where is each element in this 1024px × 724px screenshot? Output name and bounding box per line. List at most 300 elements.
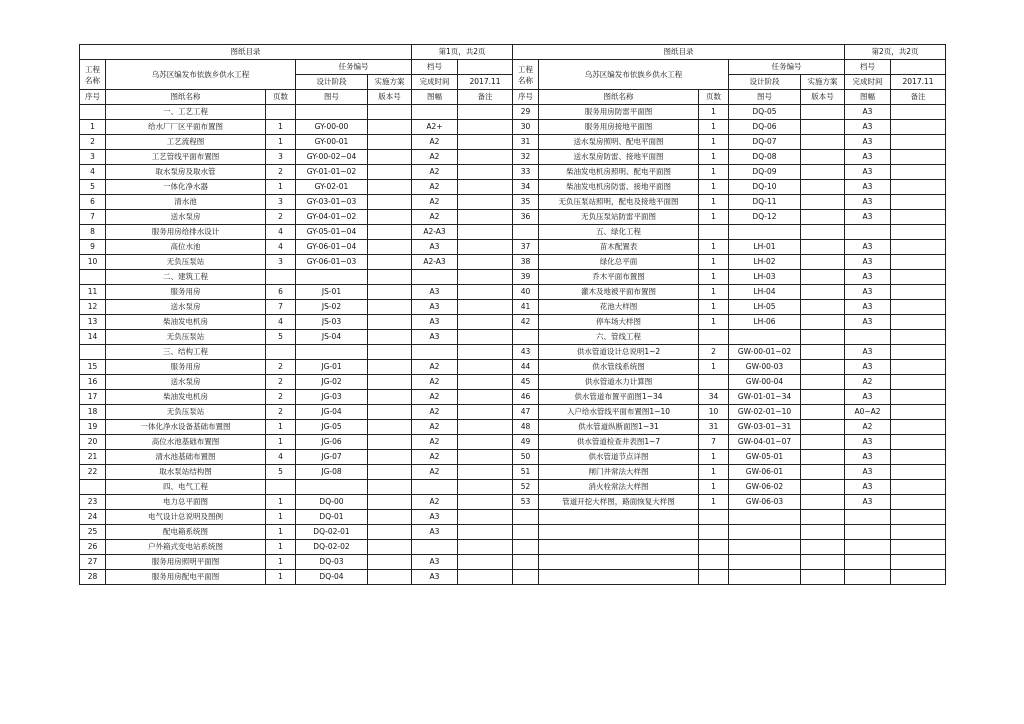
table-row xyxy=(513,285,946,300)
page-count: 2 xyxy=(266,405,296,420)
version xyxy=(801,165,845,180)
sheet-size: A0~A2 xyxy=(845,405,891,420)
remark xyxy=(891,360,946,375)
drawing-code: GY-00-01 xyxy=(296,135,368,150)
table-row xyxy=(513,495,946,510)
row-number: 52 xyxy=(513,480,539,495)
remark xyxy=(458,450,513,465)
page-count xyxy=(699,540,729,555)
drawing-name: 服务用房 xyxy=(106,360,266,375)
drawing-name: 工艺流程图 xyxy=(106,135,266,150)
row-number xyxy=(513,525,539,540)
drawing-name: 服务用房配电平面图 xyxy=(106,570,266,585)
version xyxy=(801,465,845,480)
page-count: 7 xyxy=(266,300,296,315)
drawing-name: 停车场大样图 xyxy=(539,315,699,330)
page-count: 1 xyxy=(266,135,296,150)
drawing-code xyxy=(729,225,801,240)
row-number xyxy=(513,570,539,585)
drawing-name: 无负压泵站防雷平面图 xyxy=(539,210,699,225)
remark xyxy=(458,465,513,480)
page-count: 1 xyxy=(699,495,729,510)
drawing-name: 清水池基础布置图 xyxy=(106,450,266,465)
remark xyxy=(458,240,513,255)
sheet-size: A3 xyxy=(845,300,891,315)
page-count: 1 xyxy=(699,465,729,480)
version xyxy=(801,120,845,135)
drawing-code: GW-06-01 xyxy=(729,465,801,480)
table-row xyxy=(80,510,513,525)
drawing-code: DQ-06 xyxy=(729,120,801,135)
row-number: 23 xyxy=(80,495,106,510)
col-remark: 备注 xyxy=(891,90,946,105)
remark xyxy=(891,405,946,420)
remark xyxy=(891,270,946,285)
version xyxy=(368,195,412,210)
table-row xyxy=(80,345,513,360)
table-row xyxy=(80,195,513,210)
project-name: 乌苏区编发布依族乡供水工程 xyxy=(106,60,296,90)
catalog-table xyxy=(79,44,513,585)
drawing-name: 苗木配置表 xyxy=(539,240,699,255)
remark xyxy=(891,525,946,540)
drawing-name: 送水泵房 xyxy=(106,375,266,390)
table-row xyxy=(513,345,946,360)
row-number xyxy=(80,345,106,360)
row-number: 48 xyxy=(513,420,539,435)
table-row xyxy=(513,465,946,480)
sheet-size xyxy=(412,105,458,120)
archive-value xyxy=(458,60,513,75)
row-number: 40 xyxy=(513,285,539,300)
remark xyxy=(458,195,513,210)
drawing-name: 四、电气工程 xyxy=(106,480,266,495)
table-row xyxy=(513,210,946,225)
row-number: 35 xyxy=(513,195,539,210)
row-number: 38 xyxy=(513,255,539,270)
remark xyxy=(458,360,513,375)
remark xyxy=(891,435,946,450)
sheet-size: A2 xyxy=(412,420,458,435)
page-count: 2 xyxy=(699,345,729,360)
drawing-code: GW-00-01~02 xyxy=(729,345,801,360)
version xyxy=(801,480,845,495)
drawing-name: 一体化净水设备基础布置图 xyxy=(106,420,266,435)
remark xyxy=(458,405,513,420)
drawing-code: LH-05 xyxy=(729,300,801,315)
version xyxy=(368,315,412,330)
sheet-size: A3 xyxy=(845,105,891,120)
version xyxy=(368,420,412,435)
remark xyxy=(458,285,513,300)
table-row xyxy=(80,480,513,495)
sheet-size: A2+ xyxy=(412,120,458,135)
version xyxy=(368,495,412,510)
design-stage-label: 设计阶段 xyxy=(296,75,368,90)
table-row xyxy=(80,405,513,420)
table-row xyxy=(80,135,513,150)
remark xyxy=(891,465,946,480)
page-count xyxy=(699,225,729,240)
version xyxy=(368,450,412,465)
remark xyxy=(891,255,946,270)
sheet-size: A3 xyxy=(412,240,458,255)
table-row xyxy=(80,570,513,585)
table-row xyxy=(513,195,946,210)
column-header-row xyxy=(513,90,946,105)
completion-date-label: 完成时间 xyxy=(412,75,458,90)
sheet-size: A3 xyxy=(845,465,891,480)
drawing-code: GY-06-01~04 xyxy=(296,240,368,255)
drawing-name: 二、建筑工程 xyxy=(106,270,266,285)
table-row xyxy=(513,330,946,345)
remark xyxy=(891,495,946,510)
version xyxy=(801,225,845,240)
page-count: 1 xyxy=(699,150,729,165)
catalog-page-2 xyxy=(512,44,945,586)
table-row xyxy=(80,180,513,195)
version xyxy=(801,435,845,450)
row-number: 32 xyxy=(513,150,539,165)
table-row xyxy=(513,450,946,465)
drawing-name: 一体化净水器 xyxy=(106,180,266,195)
drawing-name: 给水厂厂区平面布置图 xyxy=(106,120,266,135)
drawing-code: DQ-12 xyxy=(729,210,801,225)
page-count: 1 xyxy=(266,525,296,540)
task-number-label: 任务编号 xyxy=(296,60,412,75)
col-number: 序号 xyxy=(80,90,106,105)
version xyxy=(368,105,412,120)
sheet-size: A2 xyxy=(412,375,458,390)
drawing-code xyxy=(729,570,801,585)
row-number: 1 xyxy=(80,120,106,135)
completion-date-label: 完成时间 xyxy=(845,75,891,90)
drawing-code xyxy=(296,270,368,285)
row-number xyxy=(80,105,106,120)
version xyxy=(368,540,412,555)
row-number: 6 xyxy=(80,195,106,210)
drawing-code xyxy=(296,345,368,360)
drawing-name: 供水管道设计总说明1~2 xyxy=(539,345,699,360)
drawing-code: DQ-02-01 xyxy=(296,525,368,540)
drawing-name: 电气设计总说明及图例 xyxy=(106,510,266,525)
sheet-size: A3 xyxy=(845,180,891,195)
col-version: 版本号 xyxy=(368,90,412,105)
drawing-code: GW-03-01~31 xyxy=(729,420,801,435)
version xyxy=(368,405,412,420)
sheet-size xyxy=(412,480,458,495)
version xyxy=(801,255,845,270)
drawing-name: 服务用房照明平面图 xyxy=(106,555,266,570)
drawing-code xyxy=(729,525,801,540)
table-row xyxy=(513,420,946,435)
project-name: 乌苏区编发布依族乡供水工程 xyxy=(539,60,729,90)
remark xyxy=(458,105,513,120)
remark xyxy=(458,135,513,150)
drawing-name: 供水管道纵断面图1~31 xyxy=(539,420,699,435)
row-number: 13 xyxy=(80,315,106,330)
drawing-code: JG-02 xyxy=(296,375,368,390)
table-row xyxy=(513,270,946,285)
version xyxy=(368,150,412,165)
remark xyxy=(891,300,946,315)
remark xyxy=(458,225,513,240)
version xyxy=(801,570,845,585)
table-row xyxy=(80,540,513,555)
remark xyxy=(891,195,946,210)
sheet-size: A2 xyxy=(412,165,458,180)
table-row xyxy=(80,330,513,345)
sheet-size: A3 xyxy=(412,300,458,315)
page-count xyxy=(699,525,729,540)
row-number xyxy=(80,480,106,495)
drawing-code: DQ-04 xyxy=(296,570,368,585)
sheet-size xyxy=(845,555,891,570)
page-count: 1 xyxy=(266,570,296,585)
row-number xyxy=(513,510,539,525)
row-number: 30 xyxy=(513,120,539,135)
drawing-code: DQ-01 xyxy=(296,510,368,525)
remark xyxy=(458,210,513,225)
version xyxy=(801,180,845,195)
drawing-name: 电力总平面图 xyxy=(106,495,266,510)
page-count xyxy=(699,330,729,345)
drawing-code: GW-00-03 xyxy=(729,360,801,375)
drawing-code: JS-01 xyxy=(296,285,368,300)
table-row xyxy=(80,165,513,180)
row-number xyxy=(513,555,539,570)
sheet-size: A2 xyxy=(845,420,891,435)
version xyxy=(801,105,845,120)
version xyxy=(801,420,845,435)
version xyxy=(801,510,845,525)
page-count: 2 xyxy=(266,375,296,390)
version xyxy=(368,360,412,375)
page-count: 6 xyxy=(266,285,296,300)
version xyxy=(368,525,412,540)
drawing-code: DQ-00 xyxy=(296,495,368,510)
version xyxy=(368,390,412,405)
page-count: 4 xyxy=(266,240,296,255)
page-count: 2 xyxy=(266,210,296,225)
table-row xyxy=(80,495,513,510)
page-count: 2 xyxy=(266,165,296,180)
version xyxy=(801,210,845,225)
version xyxy=(368,165,412,180)
drawing-name: 服务用房 xyxy=(106,285,266,300)
drawing-name: 绿化总平面 xyxy=(539,255,699,270)
table-row xyxy=(513,180,946,195)
remark xyxy=(891,510,946,525)
drawing-name: 柴油发电机房 xyxy=(106,390,266,405)
page-number: 第1页，共2页 xyxy=(412,45,513,60)
drawing-name: 消火栓常法大样图 xyxy=(539,480,699,495)
table-row xyxy=(513,570,946,585)
sheet-size: A3 xyxy=(845,390,891,405)
drawing-code: GY-04-01~02 xyxy=(296,210,368,225)
version xyxy=(801,405,845,420)
remark xyxy=(891,570,946,585)
version xyxy=(368,375,412,390)
drawing-name: 无负压泵站 xyxy=(106,405,266,420)
version xyxy=(801,300,845,315)
table-row xyxy=(513,150,946,165)
drawing-name: 三、结构工程 xyxy=(106,345,266,360)
row-number xyxy=(513,225,539,240)
archive-value xyxy=(891,60,946,75)
table-row xyxy=(80,450,513,465)
task-number-label: 任务编号 xyxy=(729,60,845,75)
row-number: 29 xyxy=(513,105,539,120)
row-number: 37 xyxy=(513,240,539,255)
row-number: 53 xyxy=(513,495,539,510)
drawing-name: 柴油发电机房防雷、接地平面图 xyxy=(539,180,699,195)
version xyxy=(801,390,845,405)
drawing-name: 取水泵房及取水管 xyxy=(106,165,266,180)
table-row xyxy=(513,540,946,555)
version xyxy=(368,345,412,360)
remark xyxy=(458,420,513,435)
remark xyxy=(458,390,513,405)
version xyxy=(801,315,845,330)
page-count: 1 xyxy=(699,480,729,495)
drawing-name: 配电箱系统图 xyxy=(106,525,266,540)
row-number: 5 xyxy=(80,180,106,195)
drawing-code: GY-05-01~04 xyxy=(296,225,368,240)
sheet-size xyxy=(412,540,458,555)
remark xyxy=(458,345,513,360)
row-number: 43 xyxy=(513,345,539,360)
row-number: 46 xyxy=(513,390,539,405)
version xyxy=(801,450,845,465)
remark xyxy=(891,555,946,570)
project-label: 工程名称 xyxy=(513,60,539,90)
page-count: 1 xyxy=(699,135,729,150)
sheet-size xyxy=(845,510,891,525)
drawing-catalog-sheet xyxy=(79,44,945,586)
page-count: 1 xyxy=(699,105,729,120)
table-row xyxy=(513,555,946,570)
drawing-name: 花池大样图 xyxy=(539,300,699,315)
project-label: 工程名称 xyxy=(80,60,106,90)
remark xyxy=(458,375,513,390)
sheet-size: A2-A3 xyxy=(412,225,458,240)
drawing-code: JG-06 xyxy=(296,435,368,450)
remark xyxy=(891,135,946,150)
remark xyxy=(891,450,946,465)
drawing-name: 柴油发电机房照明、配电平面图 xyxy=(539,165,699,180)
table-row xyxy=(80,150,513,165)
drawing-code: GY-02-01 xyxy=(296,180,368,195)
version xyxy=(368,210,412,225)
version xyxy=(801,150,845,165)
table-row xyxy=(80,525,513,540)
table-row xyxy=(80,300,513,315)
sheet-size: A3 xyxy=(845,195,891,210)
row-number: 49 xyxy=(513,435,539,450)
page-count: 7 xyxy=(699,435,729,450)
drawing-code: GW-04-01~07 xyxy=(729,435,801,450)
drawing-code: JG-03 xyxy=(296,390,368,405)
table-row xyxy=(513,135,946,150)
table-row xyxy=(513,390,946,405)
drawing-name: 无负压泵站 xyxy=(106,255,266,270)
drawing-name: 管道开挖大样图，路面恢复大样图 xyxy=(539,495,699,510)
table-row xyxy=(80,120,513,135)
table-row xyxy=(513,255,946,270)
sheet-size: A2 xyxy=(412,435,458,450)
sheet-size: A3 xyxy=(845,435,891,450)
drawing-name: 六、管线工程 xyxy=(539,330,699,345)
col-sheet-size: 图幅 xyxy=(845,90,891,105)
version xyxy=(368,330,412,345)
drawing-name xyxy=(539,525,699,540)
page-count: 1 xyxy=(699,285,729,300)
sheet-size: A3 xyxy=(845,285,891,300)
drawing-code: GW-01-01~34 xyxy=(729,390,801,405)
version xyxy=(801,360,845,375)
remark xyxy=(891,120,946,135)
sheet-size: A2 xyxy=(412,210,458,225)
drawing-code: GW-06-03 xyxy=(729,495,801,510)
sheet-size: A3 xyxy=(845,210,891,225)
page-count: 1 xyxy=(699,240,729,255)
page-count: 4 xyxy=(266,450,296,465)
sheet-size: A2 xyxy=(412,180,458,195)
drawing-name: 供水管线系统图 xyxy=(539,360,699,375)
sheet-size: A3 xyxy=(412,555,458,570)
remark xyxy=(891,375,946,390)
page-count: 1 xyxy=(266,120,296,135)
drawing-code: DQ-02-02 xyxy=(296,540,368,555)
drawing-code xyxy=(296,105,368,120)
page-count: 1 xyxy=(699,450,729,465)
drawing-name: 服务用房给排水设计 xyxy=(106,225,266,240)
drawing-name: 五、绿化工程 xyxy=(539,225,699,240)
sheet-size xyxy=(845,570,891,585)
row-number: 20 xyxy=(80,435,106,450)
table-row xyxy=(80,375,513,390)
page-count: 1 xyxy=(699,165,729,180)
version xyxy=(368,555,412,570)
row-number: 11 xyxy=(80,285,106,300)
table-row xyxy=(80,315,513,330)
page-count: 1 xyxy=(266,555,296,570)
drawing-name xyxy=(539,570,699,585)
page-count xyxy=(699,570,729,585)
sheet-size: A3 xyxy=(845,255,891,270)
drawing-code: DQ-07 xyxy=(729,135,801,150)
sheet-size: A2-A3 xyxy=(412,255,458,270)
page-count: 1 xyxy=(266,495,296,510)
table-row xyxy=(80,390,513,405)
drawing-name: 无负压泵站照明，配电及接地平面图 xyxy=(539,195,699,210)
sheet-size: A3 xyxy=(845,360,891,375)
drawing-code: DQ-08 xyxy=(729,150,801,165)
version xyxy=(368,240,412,255)
version xyxy=(801,555,845,570)
design-stage-value: 实施方案 xyxy=(801,75,845,90)
version xyxy=(801,375,845,390)
page-count xyxy=(699,555,729,570)
version xyxy=(368,255,412,270)
page-count: 4 xyxy=(266,315,296,330)
row-number: 27 xyxy=(80,555,106,570)
version xyxy=(368,120,412,135)
remark xyxy=(891,225,946,240)
drawing-code: DQ-10 xyxy=(729,180,801,195)
drawing-code xyxy=(729,540,801,555)
